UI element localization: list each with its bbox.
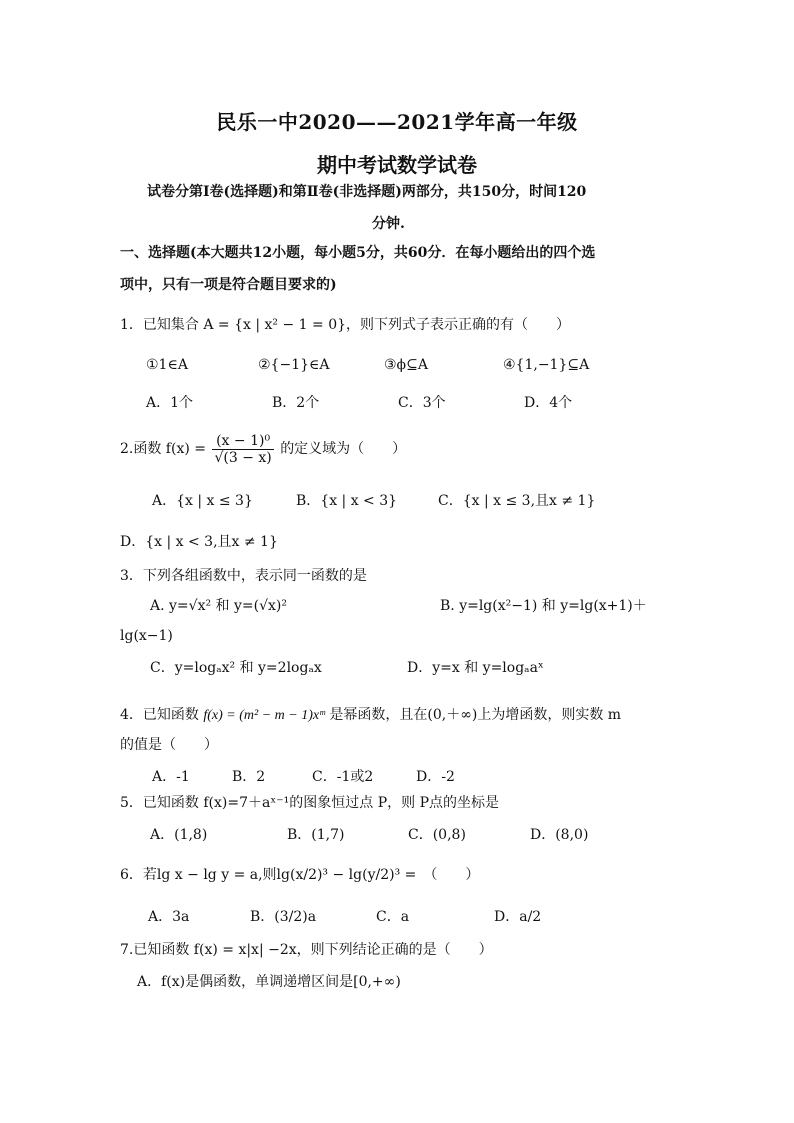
question-2-option-a: A．{x | x ≤ 3} <box>152 493 253 509</box>
question-2-stem <box>120 432 406 466</box>
question-2-stem-pre: 2.函数 f(x) = <box>120 441 206 457</box>
question-2-fraction-numerator: (x − 1)⁰ <box>212 433 273 450</box>
question-3-option-b-line2: lg(x−1) <box>120 628 173 644</box>
question-1-option-d: D．4个 <box>524 395 573 411</box>
section-heading-line2: 项中，只有一项是符合题目要求的) <box>120 277 337 293</box>
question-1-item-2: ②{−1}∈A <box>258 357 330 373</box>
question-6-stem: 6．若lg x − lg y = a,则lg(x/2)³ − lg(y/2)³ = （ ） <box>120 867 480 883</box>
question-2-option-d: D．{x | x < 3,且x ≠ 1} <box>120 534 278 550</box>
question-7-stem: 7.已知函数 f(x) = x|x| −2x，则下列结论正确的是（ ） <box>120 942 493 958</box>
question-2-fraction <box>212 433 273 466</box>
question-1-option-c: C．3个 <box>398 395 446 411</box>
exam-subtitle: 期中考试数学试卷 <box>317 153 477 177</box>
question-1-option-a: A．1个 <box>146 395 194 411</box>
question-1-option-b: B．2个 <box>272 395 320 411</box>
exam-intro-line2: 分钟. <box>372 216 405 232</box>
question-6-option-c: C．a <box>376 909 410 925</box>
question-1-item-1: ①1∈A <box>146 357 188 373</box>
question-1-item-4: ④{1,−1}⊆A <box>503 357 590 373</box>
question-1-item-3: ③ϕ⊆A <box>384 357 428 373</box>
question-4-stem-post: 是幂函数，且在(0,＋∞)上为增函数，则实数 m <box>329 707 622 723</box>
exam-intro-line1: 试卷分第Ⅰ卷(选择题)和第Ⅱ卷(非选择题)两部分，共150分，时间120 <box>147 184 587 200</box>
question-1-stem: 1．已知集合 A = {x | x² − 1 = 0}，则下列式子表示正确的有（ ） <box>120 317 571 333</box>
question-6-option-d: D．a/2 <box>494 909 542 925</box>
question-3-stem: 3．下列各组函数中，表示同一函数的是 <box>120 568 367 584</box>
question-2-stem-post: 的定义域为（ ） <box>280 441 407 457</box>
question-4-formula: f(x) = (m² − m − 1)xᵐ <box>203 708 325 723</box>
question-5-option-d: D．(8,0) <box>530 827 589 843</box>
question-4-stem <box>120 706 621 725</box>
question-6-option-a: A．3a <box>148 909 190 925</box>
question-5-option-b: B．(1,7) <box>287 827 345 843</box>
question-4-option-b: B．2 <box>232 769 266 785</box>
question-4-option-a: A．-1 <box>152 769 190 785</box>
question-2-fraction-denominator: √(3 − x) <box>214 449 272 466</box>
question-3-option-a: A. y=√x² 和 y=(√x)² <box>150 598 287 614</box>
question-5-option-a: A．(1,8) <box>150 827 208 843</box>
question-5-option-c: C．(0,8) <box>408 827 466 843</box>
question-2-option-c: C．{x | x ≤ 3,且x ≠ 1} <box>438 493 596 509</box>
section-heading-line1: 一、选择题(本大题共12小题，每小题5分，共60分．在每小题给出的四个选 <box>120 245 596 261</box>
question-4-option-c: C．-1或2 <box>312 769 374 785</box>
question-3-option-b-line1: B. y=lg(x²−1) 和 y=lg(x+1)＋ <box>440 598 647 614</box>
exam-title: 民乐一中2020——2021学年高一年级 <box>216 110 578 134</box>
question-4-stem-pre: 4．已知函数 <box>120 707 199 723</box>
question-7-option-a: A．f(x)是偶函数，单调递增区间是[0,+∞) <box>137 974 401 990</box>
question-6-option-b: B．(3/2)a <box>250 909 317 925</box>
question-4-option-d: D．-2 <box>416 769 455 785</box>
question-3-option-c: C．y=logₐx² 和 y=2logₐx <box>150 660 322 676</box>
question-2-option-b: B．{x | x < 3} <box>296 493 398 509</box>
question-3-option-d: D．y=x 和 y=logₐaˣ <box>407 660 544 676</box>
question-4-stem-line2: 的值是（ ） <box>120 737 218 753</box>
question-5-stem: 5．已知函数 f(x)=7＋aˣ⁻¹的图象恒过点 P，则 P点的坐标是 <box>120 795 500 811</box>
